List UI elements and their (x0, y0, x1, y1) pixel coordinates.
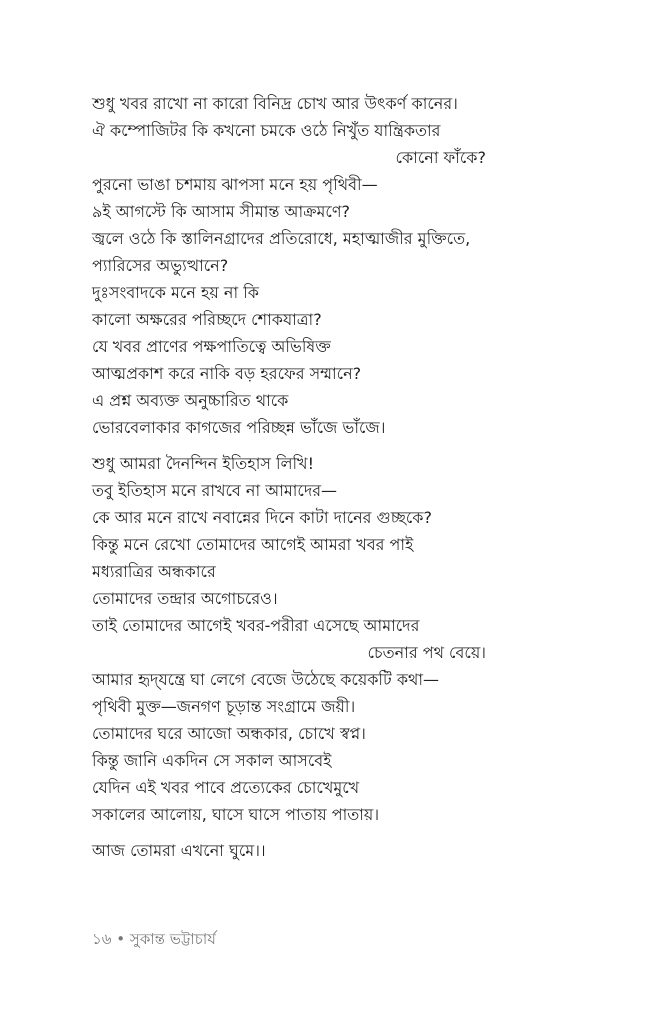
poem-line: ভোরবেলাকার কাগজের পরিচ্ছন্ন ভাঁজে ভাঁজে। (92, 418, 386, 437)
page-footer (92, 928, 216, 953)
poem-line: কে আর মনে রাখে নবান্নের দিনে কাটা দানের গুচ্ছকে? (92, 508, 432, 527)
poem-line: যে খবর প্রাণের পক্ষপাতিত্বে অভিষিক্ত (92, 337, 331, 356)
poem-body (92, 90, 492, 873)
poem-line: আজ তোমরা এখনো ঘুমে।। (92, 841, 266, 860)
poem-line: জ্বলে ওঠে কি স্তালিনগ্রাদের প্রতিরোধে, মহাত্মাজীর মুক্তিতে, (92, 229, 471, 248)
poem-line: পৃথিবী মুক্ত—জনগণ চূড়ান্ত সংগ্রামে জয়ী। (92, 697, 356, 716)
poem-line: যেদিন এই খবর পাবে প্রত্যেকের চোখেমুখে (92, 778, 360, 797)
poem-line: তাই তোমাদের আগেই খবর-পরীরা এসেছে আমাদের (92, 616, 420, 635)
poem-line: কালো অক্ষরের পরিচ্ছদে শোকযাত্রা? (92, 310, 322, 329)
poem-line: পুরনো ভাঙা চশমায় ঝাপসা মনে হয় পৃথিবী— (92, 175, 378, 194)
poem-line: দুঃসংবাদকে মনে হয় না কি (92, 283, 259, 302)
poem-line: সকালের আলোয়, ঘাসে ঘাসে পাতায় পাতায়। (92, 805, 380, 824)
author-name: সুকান্ত ভট্টাচার্য (129, 930, 216, 948)
poem-line: আত্মপ্রকাশ করে নাকি বড় হরফের সম্মানে? (92, 364, 362, 383)
poem-line: প্যারিসের অভ্যুত্থানে? (92, 256, 229, 275)
poem-line: তোমাদের তন্দ্রার অগোচরেও। (92, 589, 278, 608)
poem-line: ৯ই আগস্টে কি আসাম সীমান্ত আক্রমণে? (92, 202, 350, 221)
poem-line: কিন্তু মনে রেখো তোমাদের আগেই আমরা খবর পাই (92, 535, 414, 554)
footer-separator: • (116, 930, 126, 948)
poem-line: এ প্রশ্ন অব্যক্ত অনুচ্চারিত থাকে (92, 391, 289, 410)
stanza (92, 90, 492, 441)
poem-line: আমার হৃদ্‌যন্ত্রে ঘা লেগে বেজে উঠেছে কয়েকটি কথা— (92, 670, 440, 689)
poem-line: কিন্তু জানি একদিন সে সকাল আসবেই (92, 751, 332, 770)
page-number: ১৬ (92, 930, 112, 948)
poem-line: তবু ইতিহাস মনে রাখবে না আমাদের— (92, 481, 338, 500)
stanza (92, 450, 492, 828)
poem-line: ঐ কম্পোজিটর কি কখনো চমকে ওঠে নিখুঁত যান্ত্রিকতার (92, 121, 441, 140)
poem-line: কোনো ফাঁকে? (395, 148, 486, 167)
poem-line: শুধু আমরা দৈনন্দিন ইতিহাস লিখি! (92, 454, 314, 473)
poem-line: শুধু খবর রাখো না কারো বিনিদ্র চোখ আর উৎকর্ণ কানের। (92, 94, 458, 113)
stanza (92, 837, 492, 864)
poem-line: তোমাদের ঘরে আজো অন্ধকার, চোখে স্বপ্ন। (92, 724, 366, 743)
poem-line: মধ্যরাত্রির অন্ধকারে (92, 562, 216, 581)
poem-line: চেতনার পথ বেয়ে। (367, 643, 486, 662)
